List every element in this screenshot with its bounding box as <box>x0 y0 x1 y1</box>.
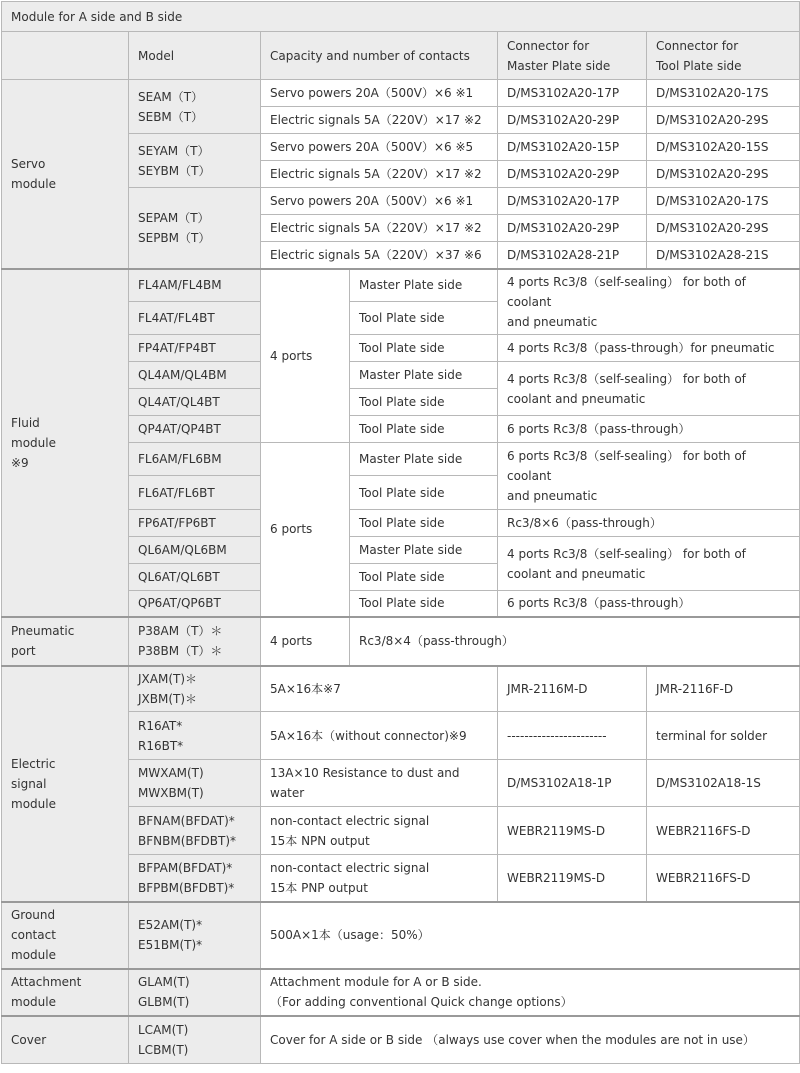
plate-side-cell: Tool Plate side <box>350 476 498 510</box>
header-tool-connector: Connector for Tool Plate side <box>647 32 800 80</box>
tool-connector-cell: D/MS3102A20-29S <box>647 107 800 134</box>
model-cell: SEAM（T） SEBM（T） <box>129 80 261 134</box>
master-connector-cell: D/MS3102A20-29P <box>498 161 647 188</box>
spec-cell: 6 ports Rc3/8（pass-through） <box>498 416 800 443</box>
master-connector-cell: D/MS3102A28-21P <box>498 242 647 269</box>
capacity-cell: 5A×16本※7 <box>261 666 498 712</box>
model-cell: FL6AT/FL6BT <box>129 476 261 510</box>
spec-cell: 4 ports Rc3/8（self-sealing） for both of coolant and pneumatic <box>498 537 800 591</box>
model-cell: MWXAM(T) MWXBM(T) <box>129 760 261 807</box>
master-connector-cell: D/MS3102A20-15P <box>498 134 647 161</box>
tool-connector-cell: D/MS3102A20-29S <box>647 215 800 242</box>
model-cell: QP6AT/QP6BT <box>129 591 261 617</box>
tool-connector-cell: D/MS3102A20-15S <box>647 134 800 161</box>
capacity-cell: Servo powers 20A（500V）×6 ※1 <box>261 188 498 215</box>
spec-cell: 4 ports Rc3/8（self-sealing） for both of coolant and pneumatic <box>498 269 800 335</box>
plate-side-cell: Master Plate side <box>350 269 498 302</box>
ports-cell: 6 ports <box>261 443 350 617</box>
tool-connector-cell: D/MS3102A20-29S <box>647 161 800 188</box>
capacity-cell: Electric signals 5A（220V）×17 ※2 <box>261 215 498 242</box>
model-cell: LCAM(T) LCBM(T) <box>129 1016 261 1064</box>
model-cell: SEPAM（T） SEPBM（T） <box>129 188 261 269</box>
spec-cell: Rc3/8×6（pass-through） <box>498 510 800 537</box>
plate-side-cell: Master Plate side <box>350 362 498 389</box>
plate-side-cell: Tool Plate side <box>350 416 498 443</box>
module-table <box>1 1 800 1064</box>
master-connector-cell: WEBR2119MS-D <box>498 855 647 902</box>
master-connector-cell: D/MS3102A20-29P <box>498 215 647 242</box>
master-connector-cell: JMR-2116M-D <box>498 666 647 712</box>
model-cell: E52AM(T)* E51BM(T)* <box>129 902 261 969</box>
spec-cell: 500A×1本（usage：50%） <box>261 902 800 969</box>
tool-connector-cell: D/MS3102A20-17S <box>647 188 800 215</box>
model-cell: SEYAM（T） SEYBM（T） <box>129 134 261 188</box>
model-cell: JXAM(T)＊ JXBM(T)＊ <box>129 666 261 712</box>
capacity-cell: 13A×10 Resistance to dust and water <box>261 760 498 807</box>
plate-side-cell: Tool Plate side <box>350 389 498 416</box>
category-servo-module: Servo module <box>2 80 129 269</box>
model-cell: QL6AT/QL6BT <box>129 564 261 591</box>
plate-side-cell: Master Plate side <box>350 537 498 564</box>
spec-cell: 4 ports Rc3/8（pass-through）for pneumatic <box>498 335 800 362</box>
model-cell: QL4AM/QL4BM <box>129 362 261 389</box>
model-cell: BFNAM(BFDAT)* BFNBM(BFDBT)* <box>129 807 261 855</box>
capacity-cell: non-contact electric signal 15本 PNP output <box>261 855 498 902</box>
ports-cell: 4 ports <box>261 269 350 443</box>
category-electric-signal-module: Electric signal module <box>2 666 129 902</box>
category-attachment-module: Attachment module <box>2 969 129 1016</box>
model-cell: BFPAM(BFDAT)* BFPBM(BFDBT)* <box>129 855 261 902</box>
plate-side-cell: Tool Plate side <box>350 335 498 362</box>
spec-cell: Attachment module for A or B side. （For adding conventional Quick change options） <box>261 969 800 1016</box>
ports-cell: 4 ports <box>261 617 350 666</box>
tool-connector-cell: WEBR2116FS-D <box>647 855 800 902</box>
category-pneumatic-port: Pneumatic port <box>2 617 129 666</box>
master-connector-cell: D/MS3102A20-17P <box>498 188 647 215</box>
category-cover: Cover <box>2 1016 129 1064</box>
category-fluid-module: Fluid module ※9 <box>2 269 129 617</box>
category-ground-contact-module: Ground contact module <box>2 902 129 969</box>
model-cell: P38AM（T）＊ P38BM（T）＊ <box>129 617 261 666</box>
model-cell: FL4AM/FL4BM <box>129 269 261 302</box>
header-category-blank <box>2 32 129 80</box>
model-cell: R16AT* R16BT* <box>129 712 261 760</box>
spec-cell: 6 ports Rc3/8（self-sealing） for both of coolant and pneumatic <box>498 443 800 510</box>
plate-side-cell: Tool Plate side <box>350 591 498 617</box>
header-model: Model <box>129 32 261 80</box>
tool-connector-cell: D/MS3102A18-1S <box>647 760 800 807</box>
master-connector-cell: D/MS3102A20-29P <box>498 107 647 134</box>
capacity-cell: Electric signals 5A（220V）×17 ※2 <box>261 107 498 134</box>
model-cell: QP4AT/QP4BT <box>129 416 261 443</box>
plate-side-cell: Tool Plate side <box>350 302 498 335</box>
header-capacity: Capacity and number of contacts <box>261 32 498 80</box>
model-cell: GLAM(T) GLBM(T) <box>129 969 261 1016</box>
capacity-cell: 5A×16本（without connector)※9 <box>261 712 498 760</box>
spec-cell: 6 ports Rc3/8（pass-through） <box>498 591 800 617</box>
spec-cell: Cover for A side or B side （always use cover when the modules are not in use） <box>261 1016 800 1064</box>
spec-cell: Rc3/8×4（pass-through） <box>350 617 800 666</box>
spec-cell: 4 ports Rc3/8（self-sealing） for both of coolant and pneumatic <box>498 362 800 416</box>
capacity-cell: Servo powers 20A（500V）×6 ※1 <box>261 80 498 107</box>
table-title: Module for A side and B side <box>2 2 800 32</box>
model-cell: FP6AT/FP6BT <box>129 510 261 537</box>
capacity-cell: Electric signals 5A（220V）×17 ※2 <box>261 161 498 188</box>
plate-side-cell: Tool Plate side <box>350 564 498 591</box>
model-cell: FL6AM/FL6BM <box>129 443 261 476</box>
model-cell: FL4AT/FL4BT <box>129 302 261 335</box>
tool-connector-cell: D/MS3102A20-17S <box>647 80 800 107</box>
master-connector-cell: WEBR2119MS-D <box>498 807 647 855</box>
master-connector-cell: D/MS3102A18-1P <box>498 760 647 807</box>
header-master-connector: Connector for Master Plate side <box>498 32 647 80</box>
master-connector-cell: D/MS3102A20-17P <box>498 80 647 107</box>
tool-connector-cell: JMR-2116F-D <box>647 666 800 712</box>
tool-connector-cell: WEBR2116FS-D <box>647 807 800 855</box>
master-connector-cell: ----------------------- <box>498 712 647 760</box>
capacity-cell: Electric signals 5A（220V）×37 ※6 <box>261 242 498 269</box>
capacity-cell: non-contact electric signal 15本 NPN output <box>261 807 498 855</box>
plate-side-cell: Tool Plate side <box>350 510 498 537</box>
plate-side-cell: Master Plate side <box>350 443 498 476</box>
model-cell: FP4AT/FP4BT <box>129 335 261 362</box>
model-cell: QL6AM/QL6BM <box>129 537 261 564</box>
capacity-cell: Servo powers 20A（500V）×6 ※5 <box>261 134 498 161</box>
tool-connector-cell: D/MS3102A28-21S <box>647 242 800 269</box>
model-cell: QL4AT/QL4BT <box>129 389 261 416</box>
tool-connector-cell: terminal for solder <box>647 712 800 760</box>
